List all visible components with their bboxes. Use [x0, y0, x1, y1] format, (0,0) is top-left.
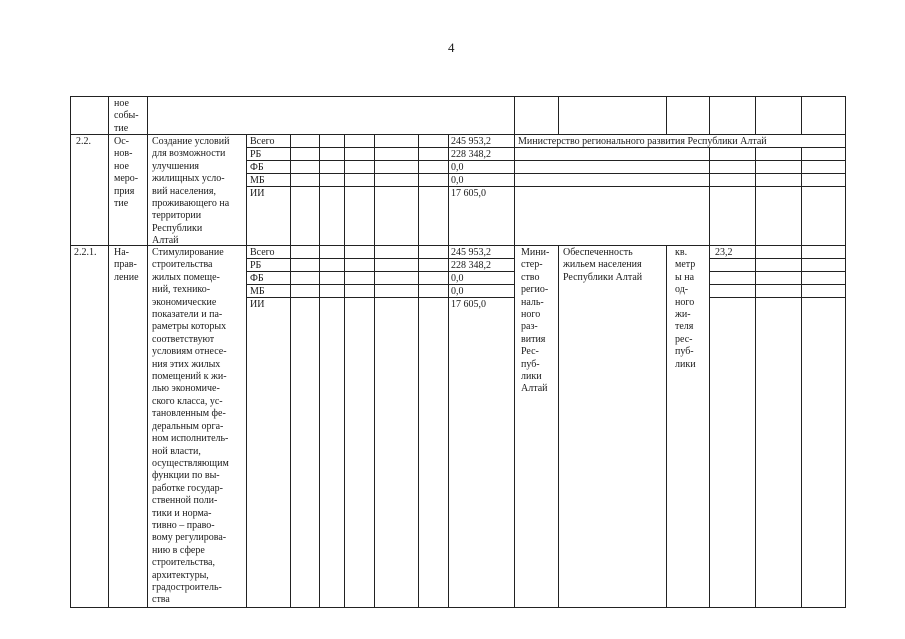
- table-rule: [448, 134, 449, 608]
- table-rule: [70, 96, 846, 97]
- table-rule: [290, 134, 291, 608]
- table-rule: [666, 96, 667, 134]
- table-rule: [801, 96, 802, 134]
- table-rule: [801, 147, 802, 608]
- table-rule: [70, 134, 846, 135]
- funding-amount: 0,0: [451, 286, 464, 297]
- table-rule: [418, 134, 419, 608]
- funding-amount: 245 953,2: [451, 247, 491, 258]
- table-rule: [709, 297, 846, 298]
- funding-amount: 245 953,2: [451, 136, 491, 147]
- table-rule: [344, 134, 345, 608]
- table-rule: [558, 245, 559, 608]
- funding-amount: 228 348,2: [451, 260, 491, 271]
- table-rule: [246, 186, 846, 187]
- table-rule: [558, 96, 559, 134]
- table-rule: [374, 134, 375, 608]
- event-name: Стимулирование строительства жилых помеще- ний, технико- экономические показатели и па- раметры которых соответствуют условиям отнесе- ния этих жилых помещений к жи- лью экономиче- ского класса, ус- тановленным фе- деральным орга- ном исполнитель- ной власти, осуществляющим функции по вы- работке государ- ственной поли- тики и норма- тивно – право- вому регулирова- нию в сфере строительства, архитектуры, градостроитель- ства: [152, 247, 229, 606]
- event-type: Ос- нов- ное меро- прия тие: [114, 136, 139, 210]
- funding-source: ИИ: [250, 299, 265, 310]
- event-name: Создание условий для возможности улучшения жилищных усло- вий населения, проживающего на территории Республики Алтай: [152, 136, 230, 247]
- table-rule: [755, 147, 756, 608]
- table-rule: [246, 284, 514, 285]
- funding-amount: 17 605,0: [451, 188, 486, 199]
- indicator-value: 23,2: [715, 247, 733, 258]
- funding-amount: 228 348,2: [451, 149, 491, 160]
- table-rule: [246, 297, 514, 298]
- funding-source: ФБ: [250, 273, 264, 284]
- funding-source: Всего: [250, 136, 275, 147]
- funding-amount: 0,0: [451, 175, 464, 186]
- funding-source: Всего: [250, 247, 275, 258]
- table-rule: [755, 96, 756, 134]
- funding-source: МБ: [250, 175, 265, 186]
- executor: Министерство регионального развития Республики Алтай: [518, 136, 767, 147]
- table-rule: [70, 96, 71, 608]
- funding-source: РБ: [250, 260, 262, 271]
- table-rule: [709, 147, 710, 608]
- funding-source: ИИ: [250, 188, 265, 199]
- table-rule: [514, 96, 515, 608]
- table-rule: [246, 134, 247, 608]
- funding-source: МБ: [250, 286, 265, 297]
- table-rule: [709, 96, 710, 134]
- table-rule: [709, 284, 846, 285]
- table-rule: [666, 245, 667, 608]
- table-rule: [246, 173, 846, 174]
- funding-source: РБ: [250, 149, 262, 160]
- table-rule: [70, 607, 846, 608]
- funding-source: ФБ: [250, 162, 264, 173]
- indicator-name: Обеспеченность жильем населения Республики Алтай: [563, 247, 643, 283]
- table-rule: [319, 134, 320, 608]
- page-number: 4: [448, 40, 455, 55]
- funding-amount: 0,0: [451, 162, 464, 173]
- table-rule: [147, 96, 148, 608]
- row-number: 2.2.: [76, 136, 91, 147]
- executor: Мини- стер- ство регио- наль- ного раз- вития Рес- пуб- лики Алтай: [521, 247, 550, 395]
- program-table: [70, 96, 846, 608]
- table-rule: [709, 271, 846, 272]
- table-rule: [845, 96, 846, 608]
- table-rule: [246, 160, 846, 161]
- funding-amount: 17 605,0: [451, 299, 486, 310]
- funding-amount: 0,0: [451, 273, 464, 284]
- indicator-unit: кв. метр ы на од- ного жи- теля рес- пуб- лики: [675, 247, 696, 370]
- row-number: 2.2.1.: [74, 247, 97, 258]
- event-type-continuation: ное собы- тие: [114, 98, 139, 134]
- table-rule: [108, 96, 109, 608]
- event-type: На- прав- ление: [114, 247, 139, 283]
